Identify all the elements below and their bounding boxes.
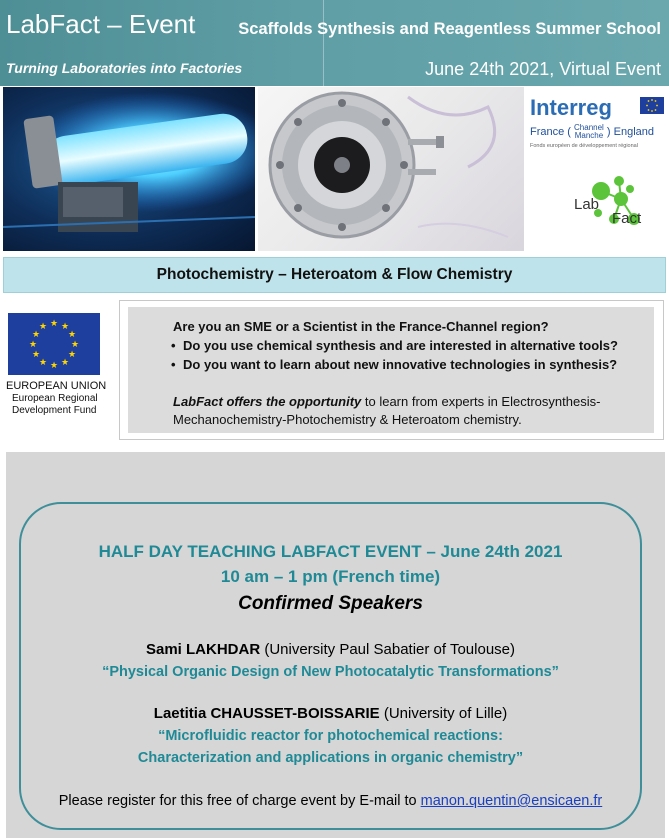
registration-text: Please register for this free of charge event by E-mail to: [58, 793, 421, 809]
flow-reactor-illustration: [258, 87, 524, 251]
speaker-2-name: Laetitia CHAUSSET-BOISSARIE: [153, 705, 380, 722]
speaker-2: [21, 705, 640, 722]
intro-bullet-2: • Do you want to learn about new innovative technologies in synthesis?: [183, 357, 617, 372]
event-time: 10 am – 1 pm (French time): [220, 567, 441, 586]
eu-flag-icon: [640, 97, 664, 114]
speaker-1-talk-title: “Physical Organic Design of New Photocatalytic Transformations”: [102, 664, 559, 680]
speaker-2-talk-title-line1: “Microfluidic reactor for photochemical reactions:: [158, 728, 503, 744]
speaker-2-talk-title-line2: Characterization and applications in organic chemistry”: [137, 750, 524, 766]
flow-reactor-image: [258, 87, 524, 251]
photoreactor-image: [3, 87, 255, 251]
event-details-box: [19, 502, 642, 830]
labfact-lab-text: Lab: [574, 196, 600, 213]
event-section: [6, 452, 665, 838]
photoreactor-illustration: [3, 87, 255, 251]
interreg-fund-note: Fonds européen de développement régional: [530, 143, 638, 149]
svg-text:★: ★: [49, 361, 59, 371]
interreg-manche: Manche: [574, 131, 604, 140]
speaker-1-name: Sami LAKHDAR: [145, 641, 261, 658]
labfact-logo: [526, 161, 669, 251]
speaker-1-affiliation: (University Paul Sabatier of Toulouse): [260, 641, 516, 658]
intro-box: [119, 300, 664, 440]
intro-offer: [173, 393, 643, 429]
event-heading: HALF DAY TEACHING LABFACT EVENT – June 24th 2021: [98, 542, 563, 561]
svg-text:★: ★: [31, 350, 41, 360]
interreg-region: [530, 124, 654, 140]
partner-logos: [526, 87, 669, 251]
intro-offer-emphasis: LabFact offers the opportunity: [173, 394, 362, 409]
interreg-logo: Interreg: [530, 95, 612, 120]
svg-text:★: ★: [28, 340, 38, 350]
eu-stars-icon: [640, 97, 664, 114]
svg-text:★: ★: [67, 330, 77, 340]
eu-fund-name: [12, 393, 98, 417]
interreg-channel-manche: [574, 124, 604, 140]
eu-stars-circle-icon: [8, 313, 100, 375]
school-title: Scaffolds Synthesis and Reagentless Summer School: [238, 20, 661, 38]
confirmed-speakers-heading: Confirmed Speakers: [238, 593, 423, 614]
eu-flag: [8, 313, 100, 375]
svg-text:★: ★: [60, 358, 70, 368]
labfact-fact-text: Fact: [612, 210, 642, 227]
intro-question: Are you an SME or a Scientist in the France-Channel region?: [173, 319, 549, 334]
intro-panel: [128, 307, 654, 433]
svg-text:★: ★: [49, 319, 59, 329]
eu-fund-logo: [6, 313, 106, 423]
interreg-england: ) England: [606, 125, 654, 138]
topic-banner: Photochemistry – Heteroatom & Flow Chemistry: [3, 257, 666, 293]
interreg-channel: Channel: [574, 123, 604, 132]
speaker-1: [21, 641, 640, 658]
registration-note: [21, 793, 640, 809]
intro-bullet-1: • Do you use chemical synthesis and are interested in alternative tools?: [183, 338, 618, 353]
svg-text:★: ★: [67, 350, 77, 360]
eu-fund-line2: Development Fund: [12, 405, 97, 416]
header-banner: [0, 0, 669, 86]
eu-name: EUROPEAN UNION: [6, 380, 107, 392]
event-tagline: Turning Laboratories into Factories: [6, 60, 243, 76]
svg-text:★: ★: [60, 322, 70, 332]
interreg-france: France (: [530, 125, 571, 138]
header-divider: [323, 0, 324, 86]
svg-text:★: ★: [38, 322, 48, 332]
event-date: June 24th 2021, Virtual Event: [425, 59, 661, 79]
registration-email-link[interactable]: manon.quentin@ensicaen.fr: [420, 793, 603, 809]
speaker-2-affiliation: (University of Lille): [379, 705, 508, 722]
svg-text:★: ★: [38, 358, 48, 368]
svg-text:★: ★: [31, 330, 41, 340]
event-title: LabFact – Event: [6, 9, 196, 39]
eu-fund-line1: European Regional: [12, 393, 98, 404]
svg-text:★: ★: [70, 340, 80, 350]
intro-offer-text: to learn from experts in Electrosynthesis-Mechanochemistry-Photochemistry & Heteroatom chemistry.: [173, 394, 601, 427]
